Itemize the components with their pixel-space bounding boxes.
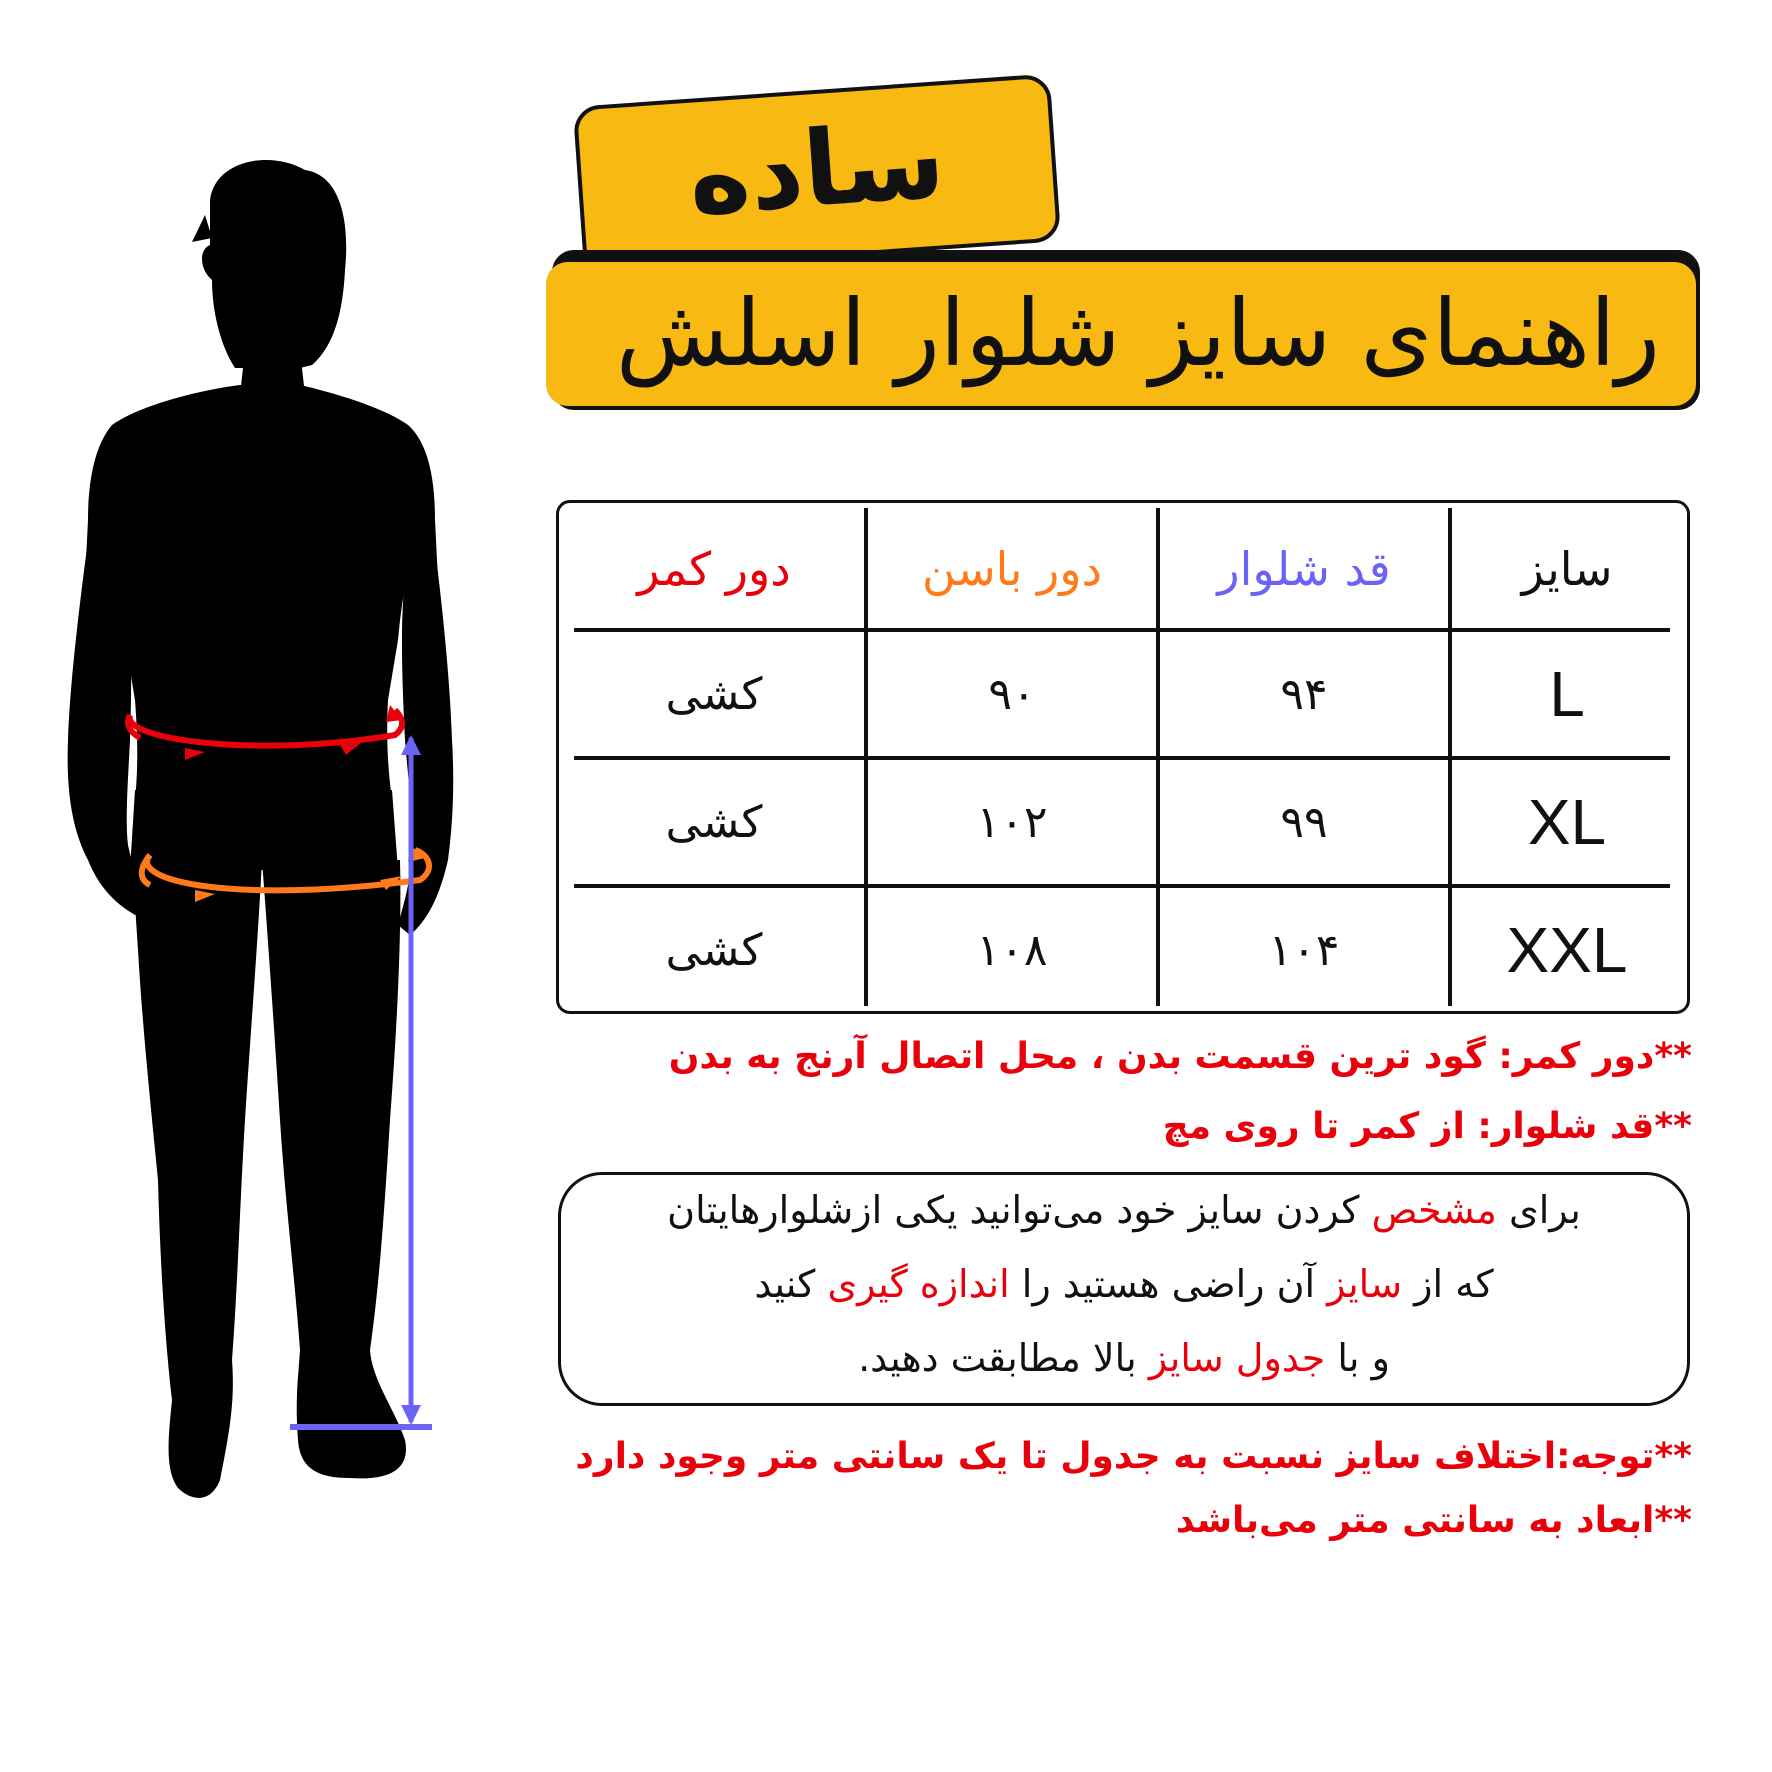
instruction-text: و با — [1325, 1336, 1390, 1380]
table-cell-size: XL — [1527, 786, 1607, 858]
header-size: سایز — [1521, 542, 1613, 596]
note-length-prefix: **قد شلوار: — [1464, 1106, 1692, 1147]
instruction-text: کردن سایز خود می‌توانید یکی ازشلوارهایتان — [667, 1188, 1372, 1232]
instruction-line-1 — [558, 1188, 1690, 1232]
note-waist-prefix: **دور کمر: — [1485, 1036, 1692, 1077]
table-cell-waist: کشی — [665, 668, 763, 720]
table-cell-size: XXL — [1506, 914, 1628, 986]
table-cell-waist: کشی — [665, 796, 763, 848]
table-cell-hip: ۱۰۸ — [976, 924, 1048, 976]
note-waist — [669, 1036, 1692, 1077]
header-length: قد شلوار — [1217, 542, 1391, 596]
header-waist: دور کمر — [637, 542, 791, 596]
note-waist-text: گود ترین قسمت بدن ، محل اتصال آرنج به بدن — [668, 1036, 1486, 1077]
page-title: راهنمای سایز شلوار اسلش — [615, 280, 1660, 387]
instruction-highlight: اندازه گیری — [827, 1262, 1010, 1306]
table-cell-hip: ۹۰ — [988, 668, 1036, 720]
person-silhouette-icon — [0, 0, 560, 1560]
table-cell-length: ۹۹ — [1280, 796, 1328, 848]
instruction-text: کنید — [754, 1262, 828, 1306]
instruction-line-3 — [558, 1336, 1690, 1380]
table-cell-length: ۱۰۴ — [1268, 924, 1340, 976]
table-cell-length: ۹۴ — [1280, 668, 1328, 720]
instruction-text: که از — [1402, 1262, 1494, 1306]
table-cell-waist: کشی — [665, 924, 763, 976]
instruction-text: برای — [1496, 1188, 1581, 1232]
style-badge — [573, 74, 1062, 275]
table-cell-size: L — [1549, 658, 1585, 730]
instruction-text: بالا مطابقت دهید. — [858, 1336, 1149, 1380]
note-units: **ابعاد به سانتی متر می‌باشد — [1175, 1500, 1692, 1541]
instruction-text: آن راضی هستید را — [1009, 1262, 1328, 1306]
header-hip: دور باسن — [922, 542, 1102, 596]
style-badge-label: ساده — [684, 99, 949, 239]
table-cell-hip: ۱۰۲ — [976, 796, 1048, 848]
instruction-highlight: جدول سایز — [1148, 1336, 1326, 1380]
note-tolerance: **توجه:اختلاف سایز نسبت به جدول تا یک سانتی متر وجود دارد — [575, 1436, 1692, 1477]
title-badge — [546, 262, 1696, 406]
instruction-highlight: سایز — [1327, 1262, 1403, 1306]
note-length-text: از کمر تا روی مچ — [1162, 1106, 1465, 1147]
instruction-line-2 — [558, 1262, 1690, 1306]
instruction-highlight: مشخص — [1371, 1188, 1497, 1232]
note-length — [1163, 1106, 1692, 1147]
